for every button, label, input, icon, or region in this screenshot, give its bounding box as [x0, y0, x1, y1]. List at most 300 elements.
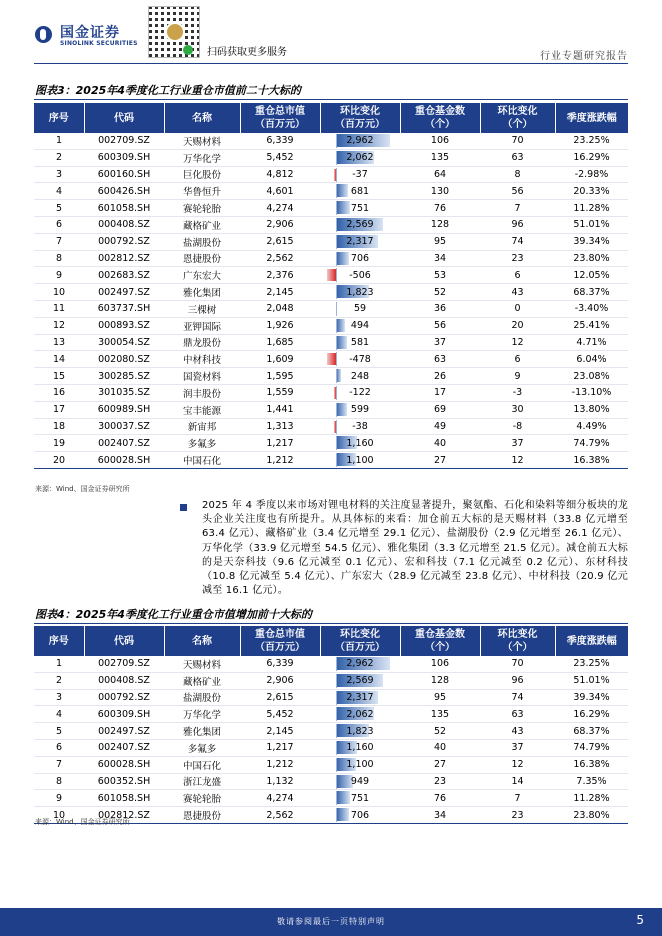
- cell-code: 600352.SH: [84, 773, 164, 790]
- cell-code: 002080.SZ: [84, 351, 164, 368]
- cell-ret: 11.28%: [555, 790, 628, 807]
- cell-name: 雅化集团: [164, 723, 240, 740]
- change-value: 1,823: [346, 286, 374, 298]
- cell-no: 19: [34, 435, 84, 452]
- cell-chg: [320, 368, 400, 385]
- cell-name: 赛轮轮胎: [164, 200, 240, 217]
- cell-fchg: 70: [480, 133, 555, 149]
- table2-header-6: 环比变化 （个）: [480, 626, 555, 656]
- change-value: 248: [350, 370, 370, 382]
- change-value: 1,160: [346, 742, 374, 754]
- cell-fchg: 70: [480, 656, 555, 672]
- change-value: 751: [350, 792, 370, 804]
- table1-header-5: 重仓基金数 （个）: [400, 103, 480, 133]
- change-value: 1,160: [346, 437, 374, 449]
- table-row: [34, 689, 628, 706]
- change-value: 949: [350, 775, 370, 787]
- cell-ret: 16.38%: [555, 452, 628, 469]
- cell-code: 600028.SH: [84, 452, 164, 469]
- cell-code: 002497.SZ: [84, 723, 164, 740]
- cell-funds: 34: [400, 250, 480, 267]
- cell-funds: 135: [400, 149, 480, 166]
- cell-code: 002812.SZ: [84, 807, 164, 824]
- cell-no: 12: [34, 317, 84, 334]
- table-row: [34, 216, 628, 233]
- cell-fchg: 8: [480, 166, 555, 183]
- cell-funds: 27: [400, 452, 480, 469]
- cell-fchg: 30: [480, 401, 555, 418]
- cell-fchg: 12: [480, 452, 555, 469]
- bar-axis: [336, 808, 337, 822]
- cell-chg: [320, 183, 400, 200]
- table-row: [34, 351, 628, 368]
- cell-name: 宝丰能源: [164, 401, 240, 418]
- change-value: 751: [350, 202, 370, 214]
- cell-code: 000408.SZ: [84, 672, 164, 689]
- cell-fchg: 6: [480, 267, 555, 284]
- cell-chg: [320, 317, 400, 334]
- table1-caption-divider: [34, 99, 628, 100]
- cell-funds: 40: [400, 739, 480, 756]
- cell-funds: 37: [400, 334, 480, 351]
- cell-no: 7: [34, 756, 84, 773]
- cell-code: 002407.SZ: [84, 435, 164, 452]
- cell-mv: 5,452: [240, 149, 320, 166]
- cell-no: 14: [34, 351, 84, 368]
- table-row: [34, 723, 628, 740]
- cell-code: 000792.SZ: [84, 689, 164, 706]
- change-bar-positive: [336, 791, 350, 804]
- cell-code: 000893.SZ: [84, 317, 164, 334]
- cell-funds: 95: [400, 233, 480, 250]
- cell-funds: 135: [400, 706, 480, 723]
- cell-code: 600426.SH: [84, 183, 164, 200]
- bar-axis: [336, 436, 337, 450]
- cell-chg: [320, 723, 400, 740]
- cell-no: 8: [34, 773, 84, 790]
- cell-funds: 27: [400, 756, 480, 773]
- cell-mv: 1,926: [240, 317, 320, 334]
- cell-funds: 52: [400, 284, 480, 301]
- cell-code: 300037.SZ: [84, 418, 164, 435]
- bar-axis: [336, 134, 337, 148]
- cell-fchg: 0: [480, 300, 555, 317]
- cell-name: 中国石化: [164, 452, 240, 469]
- change-value: -122: [349, 387, 371, 399]
- cell-fchg: 23: [480, 807, 555, 824]
- table2-header-4: 环比变化 （百万元）: [320, 626, 400, 656]
- cell-chg: [320, 401, 400, 418]
- cell-mv: 1,595: [240, 368, 320, 385]
- cell-ret: 74.79%: [555, 739, 628, 756]
- cell-fchg: 63: [480, 149, 555, 166]
- change-bar-positive: [336, 201, 350, 214]
- cell-chg: [320, 133, 400, 149]
- change-value: 706: [350, 809, 370, 821]
- scan-prompt: 扫码获取更多服务: [207, 47, 287, 58]
- bar-axis: [336, 336, 337, 350]
- cell-ret: 7.35%: [555, 773, 628, 790]
- cell-ret: 23.25%: [555, 656, 628, 672]
- cell-fchg: 96: [480, 672, 555, 689]
- cell-name: 三棵树: [164, 300, 240, 317]
- cell-ret: 68.37%: [555, 723, 628, 740]
- cell-chg: [320, 267, 400, 284]
- cell-mv: 2,906: [240, 672, 320, 689]
- table2-header-3: 重仓总市值 （百万元）: [240, 626, 320, 656]
- bar-axis: [336, 707, 337, 721]
- page-header: [0, 0, 662, 66]
- cell-mv: 2,145: [240, 284, 320, 301]
- bar-axis: [336, 758, 337, 772]
- cell-fchg: 14: [480, 773, 555, 790]
- table-row: [34, 317, 628, 334]
- cell-no: 6: [34, 739, 84, 756]
- cell-mv: 1,441: [240, 401, 320, 418]
- header-divider: [34, 63, 628, 64]
- cell-mv: 1,217: [240, 435, 320, 452]
- change-value: 2,962: [346, 135, 374, 147]
- cell-chg: [320, 689, 400, 706]
- table1-header-1: 代码: [84, 103, 164, 133]
- cell-name: 藏格矿业: [164, 672, 240, 689]
- cell-mv: 2,615: [240, 233, 320, 250]
- table-row: [34, 435, 628, 452]
- cell-chg: [320, 233, 400, 250]
- cell-fchg: 43: [480, 284, 555, 301]
- cell-no: 4: [34, 706, 84, 723]
- cell-chg: [320, 149, 400, 166]
- cell-chg: [320, 706, 400, 723]
- change-bar-positive: [336, 252, 349, 265]
- cell-name: 浙江龙盛: [164, 773, 240, 790]
- cell-chg: [320, 351, 400, 368]
- cell-name: 赛轮轮胎: [164, 790, 240, 807]
- cell-funds: 69: [400, 401, 480, 418]
- cell-fchg: 6: [480, 351, 555, 368]
- cell-name: 盐湖股份: [164, 233, 240, 250]
- cell-name: 中国石化: [164, 756, 240, 773]
- change-bar-negative: [327, 353, 336, 365]
- cell-name: 盐湖股份: [164, 689, 240, 706]
- table-row: [34, 300, 628, 317]
- change-value: 2,317: [346, 691, 374, 703]
- table2: [34, 626, 628, 824]
- cell-ret: -13.10%: [555, 384, 628, 401]
- cell-code: 603737.SH: [84, 300, 164, 317]
- cell-funds: 106: [400, 133, 480, 149]
- cell-no: 2: [34, 149, 84, 166]
- cell-ret: 16.38%: [555, 756, 628, 773]
- cell-chg: [320, 334, 400, 351]
- cell-no: 5: [34, 723, 84, 740]
- change-value: -38: [352, 420, 368, 432]
- bar-axis: [336, 184, 337, 198]
- cell-mv: 1,212: [240, 756, 320, 773]
- cell-code: 600989.SH: [84, 401, 164, 418]
- table2-header-7: 季度涨跌幅: [555, 626, 628, 656]
- cell-fchg: 37: [480, 739, 555, 756]
- cell-chg: [320, 790, 400, 807]
- change-value: 706: [350, 252, 370, 264]
- bullet-icon: [180, 504, 187, 511]
- table1-header-6: 环比变化 （个）: [480, 103, 555, 133]
- cell-code: 002812.SZ: [84, 250, 164, 267]
- cell-funds: 53: [400, 267, 480, 284]
- table-row: [34, 334, 628, 351]
- table-row: [34, 672, 628, 689]
- cell-no: 15: [34, 368, 84, 385]
- cell-name: 多氟多: [164, 435, 240, 452]
- cell-mv: 2,048: [240, 300, 320, 317]
- cell-funds: 36: [400, 300, 480, 317]
- change-value: 1,100: [346, 454, 374, 466]
- cell-mv: 4,274: [240, 790, 320, 807]
- page-footer: [0, 908, 662, 936]
- cell-mv: 6,339: [240, 656, 320, 672]
- bar-axis: [336, 724, 337, 738]
- cell-mv: 1,685: [240, 334, 320, 351]
- cell-chg: [320, 250, 400, 267]
- cell-fchg: 74: [480, 689, 555, 706]
- table1-header-0: 序号: [34, 103, 84, 133]
- cell-ret: 23.80%: [555, 250, 628, 267]
- cell-name: 天赐材料: [164, 656, 240, 672]
- cell-chg: [320, 756, 400, 773]
- change-value: 2,062: [346, 708, 374, 720]
- table1-header-4: 环比变化 （百万元）: [320, 103, 400, 133]
- cell-name: 润丰股份: [164, 384, 240, 401]
- cell-chg: [320, 284, 400, 301]
- table1: [34, 103, 628, 469]
- cell-ret: -2.98%: [555, 166, 628, 183]
- cell-code: 000408.SZ: [84, 216, 164, 233]
- bar-axis: [336, 252, 337, 266]
- bar-axis: [336, 218, 337, 232]
- cell-code: 300054.SZ: [84, 334, 164, 351]
- cell-funds: 56: [400, 317, 480, 334]
- table2-caption: 图表4：2025年4季度化工行业重仓市值增加前十大标的: [35, 608, 312, 621]
- cell-name: 藏格矿业: [164, 216, 240, 233]
- wechat-icon: [183, 45, 193, 55]
- table-row: [34, 739, 628, 756]
- cell-funds: 64: [400, 166, 480, 183]
- cell-chg: [320, 807, 400, 824]
- table-row: [34, 706, 628, 723]
- change-bar-positive: [336, 336, 347, 349]
- cell-chg: [320, 739, 400, 756]
- cell-mv: 1,609: [240, 351, 320, 368]
- cell-chg: [320, 418, 400, 435]
- cell-no: 1: [34, 133, 84, 149]
- cell-ret: 39.34%: [555, 233, 628, 250]
- qr-center-logo-icon: [165, 22, 185, 42]
- company-name: 国金证券: [60, 25, 120, 41]
- cell-code: 600309.SH: [84, 706, 164, 723]
- cell-mv: 2,376: [240, 267, 320, 284]
- cell-fchg: 96: [480, 216, 555, 233]
- change-value: 2,569: [346, 675, 374, 687]
- bar-axis: [336, 775, 337, 789]
- cell-fchg: 12: [480, 756, 555, 773]
- cell-ret: 13.80%: [555, 401, 628, 418]
- cell-fchg: -3: [480, 384, 555, 401]
- table-row: [34, 656, 628, 672]
- cell-ret: 23.08%: [555, 368, 628, 385]
- cell-no: 10: [34, 284, 84, 301]
- cell-chg: [320, 384, 400, 401]
- cell-no: 4: [34, 183, 84, 200]
- change-bar-positive: [336, 184, 348, 197]
- bar-axis: [336, 403, 337, 417]
- cell-no: 9: [34, 267, 84, 284]
- cell-ret: -3.40%: [555, 300, 628, 317]
- cell-no: 20: [34, 452, 84, 469]
- cell-fchg: 74: [480, 233, 555, 250]
- cell-funds: 95: [400, 689, 480, 706]
- cell-no: 6: [34, 216, 84, 233]
- cell-ret: 12.05%: [555, 267, 628, 284]
- cell-mv: 2,906: [240, 216, 320, 233]
- table1-header-3: 重仓总市值 （百万元）: [240, 103, 320, 133]
- cell-chg: [320, 166, 400, 183]
- cell-no: 13: [34, 334, 84, 351]
- bar-axis: [336, 352, 337, 366]
- cell-mv: 4,812: [240, 166, 320, 183]
- cell-ret: 4.49%: [555, 418, 628, 435]
- cell-chg: [320, 773, 400, 790]
- cell-name: 万华化学: [164, 149, 240, 166]
- cell-name: 恩捷股份: [164, 250, 240, 267]
- cell-funds: 76: [400, 200, 480, 217]
- cell-fchg: 23: [480, 250, 555, 267]
- cell-name: 国瓷材料: [164, 368, 240, 385]
- change-value: 2,569: [346, 219, 374, 231]
- cell-fchg: -8: [480, 418, 555, 435]
- bar-axis: [336, 674, 337, 688]
- cell-chg: [320, 656, 400, 672]
- cell-ret: 20.33%: [555, 183, 628, 200]
- cell-code: 600309.SH: [84, 149, 164, 166]
- cell-name: 新宙邦: [164, 418, 240, 435]
- bar-axis: [336, 657, 337, 671]
- bar-axis: [336, 453, 337, 467]
- cell-fchg: 63: [480, 706, 555, 723]
- cell-funds: 49: [400, 418, 480, 435]
- cell-no: 11: [34, 300, 84, 317]
- bar-axis: [336, 268, 337, 282]
- cell-ret: 11.28%: [555, 200, 628, 217]
- change-value: 581: [350, 336, 370, 348]
- cell-mv: 6,339: [240, 133, 320, 149]
- bar-axis: [336, 319, 337, 333]
- cell-ret: 16.29%: [555, 149, 628, 166]
- table2-header-1: 代码: [84, 626, 164, 656]
- cell-ret: 6.04%: [555, 351, 628, 368]
- cell-funds: 128: [400, 672, 480, 689]
- cell-mv: 4,274: [240, 200, 320, 217]
- company-logo-icon: [35, 26, 52, 43]
- bar-axis: [336, 235, 337, 249]
- cell-code: 002709.SZ: [84, 133, 164, 149]
- table-row: [34, 368, 628, 385]
- bar-axis: [336, 285, 337, 299]
- table-row: [34, 267, 628, 284]
- cell-no: 18: [34, 418, 84, 435]
- change-value: 1,100: [346, 759, 374, 771]
- table1-header-2: 名称: [164, 103, 240, 133]
- cell-no: 8: [34, 250, 84, 267]
- cell-name: 天赐材料: [164, 133, 240, 149]
- cell-chg: [320, 200, 400, 217]
- cell-code: 002407.SZ: [84, 739, 164, 756]
- cell-name: 华鲁恒升: [164, 183, 240, 200]
- disclaimer-link[interactable]: 敬请参阅最后一页特别声明: [277, 917, 385, 926]
- cell-name: 鼎龙股份: [164, 334, 240, 351]
- cell-no: 3: [34, 689, 84, 706]
- table-row: [34, 284, 628, 301]
- table2-header-5: 重仓基金数 （个）: [400, 626, 480, 656]
- cell-mv: 4,601: [240, 183, 320, 200]
- cell-fchg: 12: [480, 334, 555, 351]
- cell-funds: 63: [400, 351, 480, 368]
- change-bar-negative: [327, 269, 336, 281]
- cell-mv: 5,452: [240, 706, 320, 723]
- cell-code: 000792.SZ: [84, 233, 164, 250]
- cell-funds: 26: [400, 368, 480, 385]
- cell-ret: 23.25%: [555, 133, 628, 149]
- cell-fchg: 20: [480, 317, 555, 334]
- cell-name: 恩捷股份: [164, 807, 240, 824]
- cell-funds: 23: [400, 773, 480, 790]
- cell-name: 雅化集团: [164, 284, 240, 301]
- document-type: 行业专题研究报告: [540, 51, 628, 62]
- change-value: -37: [352, 168, 368, 180]
- change-value: -506: [349, 269, 371, 281]
- cell-fchg: 7: [480, 790, 555, 807]
- cell-chg: [320, 216, 400, 233]
- table-row: [34, 233, 628, 250]
- table-row: [34, 418, 628, 435]
- table2-header-0: 序号: [34, 626, 84, 656]
- table-row: [34, 250, 628, 267]
- analysis-paragraph: 2025 年 4 季度以来市场对锂电材料的关注度显著提升，聚氨酯、石化和染料等细分板块的龙头企业关注度也有所提升。从具体标的来看：加仓前五大标的是天赐材料（33.8 亿元增至 63.4 亿元）、藏格矿业（3.4 亿元增至 29.1 亿元）、盐湖股份（2.9 亿元增至 26.1 亿元）、万华化学（33.9 亿元增至 54.5 亿元）、雅化集团（3.3 亿元增至 21.5 亿元）。减仓前五大标的是天奈科技（9.6 亿元减至 0.1 亿元）、宏和科技（7.1 亿元减至 0.2 亿元）、东材科技（10.8 亿元减至 5.4 亿元）、广东宏大（28.9 亿元减至 23.8 亿元）、中材科技（20.9 亿元减至 16.1 亿元）。: [202, 500, 628, 597]
- change-value: -478: [349, 353, 371, 365]
- table1-caption: 图表3：2025年4季度化工行业重仓市值前二十大标的: [35, 84, 301, 97]
- cell-funds: 34: [400, 807, 480, 824]
- cell-fchg: 43: [480, 723, 555, 740]
- cell-funds: 52: [400, 723, 480, 740]
- cell-name: 巨化股份: [164, 166, 240, 183]
- change-bar-positive: [336, 319, 345, 332]
- cell-no: 16: [34, 384, 84, 401]
- cell-ret: 16.29%: [555, 706, 628, 723]
- cell-name: 万华化学: [164, 706, 240, 723]
- cell-funds: 128: [400, 216, 480, 233]
- table2-header-2: 名称: [164, 626, 240, 656]
- cell-fchg: 37: [480, 435, 555, 452]
- table-row: [34, 790, 628, 807]
- change-bar-positive: [336, 808, 349, 821]
- table-row: [34, 452, 628, 469]
- cell-mv: 1,313: [240, 418, 320, 435]
- change-value: 2,962: [346, 658, 374, 670]
- bar-axis: [336, 302, 337, 316]
- table1-header-7: 季度涨跌幅: [555, 103, 628, 133]
- cell-chg: [320, 452, 400, 469]
- cell-ret: 51.01%: [555, 216, 628, 233]
- cell-name: 中材科技: [164, 351, 240, 368]
